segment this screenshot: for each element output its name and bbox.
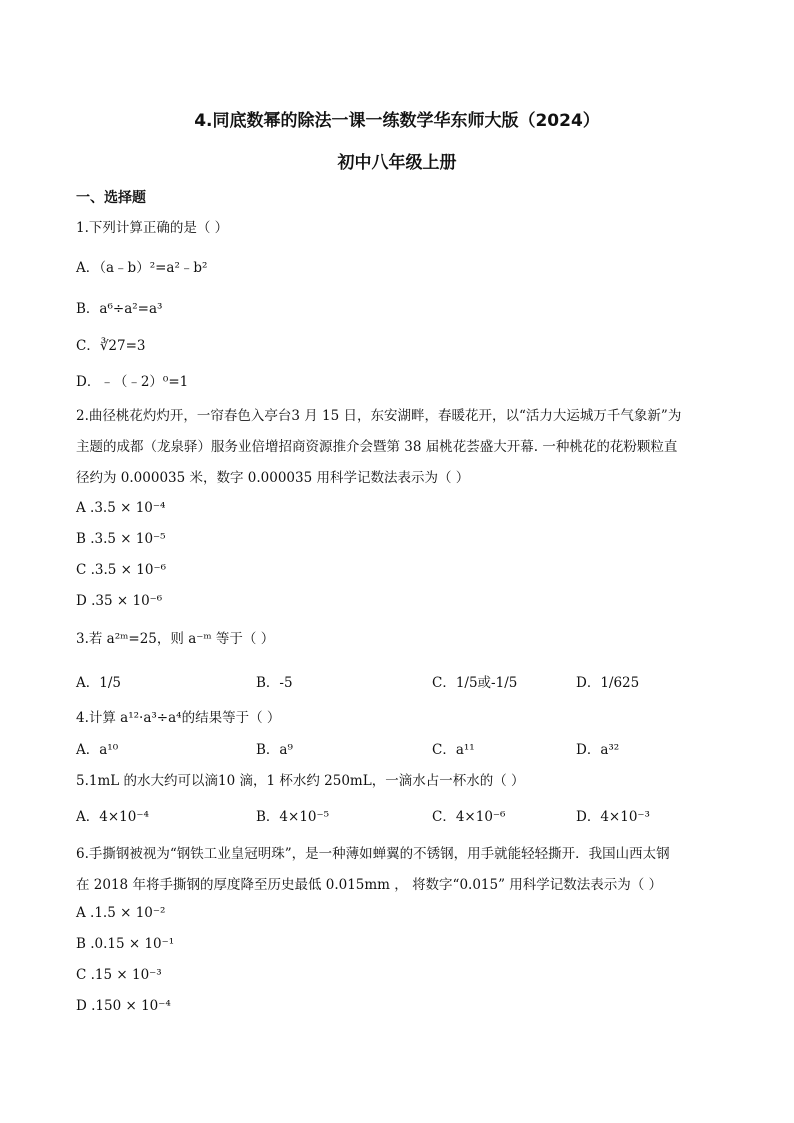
question-5-option-d: D．4×10⁻³ [576,809,650,825]
question-3-option-c: C．1/5或-1/5 [432,675,518,691]
question-4-option-a: A．a¹⁰ [76,742,119,758]
question-6-option-d: D .150 × 10⁻⁴ [76,998,171,1014]
question-2-option-c: C .3.5 × 10⁻⁶ [76,562,166,578]
section-heading: 一、选择题 [76,190,146,206]
question-5-option-b: B．4×10⁻⁵ [256,809,330,825]
question-3-option-a: A．1/5 [76,675,121,691]
document-title: 4.同底数幂的除法一课一练数学华东师大版（2024） [194,111,600,131]
question-2-option-a: A .3.5 × 10⁻⁴ [76,500,166,516]
question-6-line-1: 6.手撕钢被视为“钢铁工业皇冠明珠”，是一种薄如蝉翼的不锈钢，用手就能轻轻撕开．我国山西太钢 [76,846,670,862]
question-2-line-3: 径约为 0.000035 米，数字 0.000035 用科学记数法表示为（ ） [76,470,470,486]
question-4-option-c: C．a¹¹ [432,742,475,758]
question-2-line-1: 2.曲径桃花灼灼开，一帘春色入亭台3 月 15 日，东安湖畔，春暖花开，以“活力大运城万千气象新”为 [76,408,682,424]
question-3-option-b: B．-5 [256,675,293,691]
question-6-option-a: A .1.5 × 10⁻² [76,905,166,921]
question-5-option-c: C．4×10⁻⁶ [432,809,506,825]
question-5-stem: 5.1mL 的水大约可以滴10 滴，1 杯水约 250mL，一滴水占一杯水的（ ） [76,773,525,789]
question-1-stem: 1.下列计算正确的是（ ） [76,220,229,236]
question-2-option-b: B .3.5 × 10⁻⁵ [76,531,166,547]
question-1-option-c: C．∛27=3 [76,338,146,354]
question-4-option-d: D．a³² [576,742,620,758]
question-6-option-c: C .15 × 10⁻³ [76,967,162,983]
question-1-option-a: A．（a﹣b）²=a²﹣b² [76,260,208,276]
question-5-option-a: A．4×10⁻⁴ [76,809,149,825]
question-1-option-b: B．a⁶÷a²=a³ [76,301,163,317]
question-3-stem: 3.若 a²ᵐ=25，则 a⁻ᵐ 等于（ ） [76,631,275,647]
question-6-line-2: 在 2018 年将手撕钢的厚度降至历史最低 0.015mm ， 将数字“0.015” 用科学记数法表示为（ ） [76,877,663,893]
question-3-option-d: D．1/625 [576,675,640,691]
question-2-line-2: 主题的成都（龙泉驿）服务业倍增招商资源推介会暨第 38 届桃花荟盛大开幕. 一种桃花的花粉颗粒直 [76,439,678,455]
question-4-option-b: B．a⁹ [256,742,293,758]
question-1-option-d: D．﹣（﹣2）⁰=1 [76,374,189,390]
document-subtitle: 初中八年级上册 [337,153,457,173]
question-4-stem: 4.计算 a¹²·a³÷a⁴的结果等于（ ） [76,710,281,726]
question-6-option-b: B .0.15 × 10⁻¹ [76,936,175,952]
question-2-option-d: D .35 × 10⁻⁶ [76,593,163,609]
